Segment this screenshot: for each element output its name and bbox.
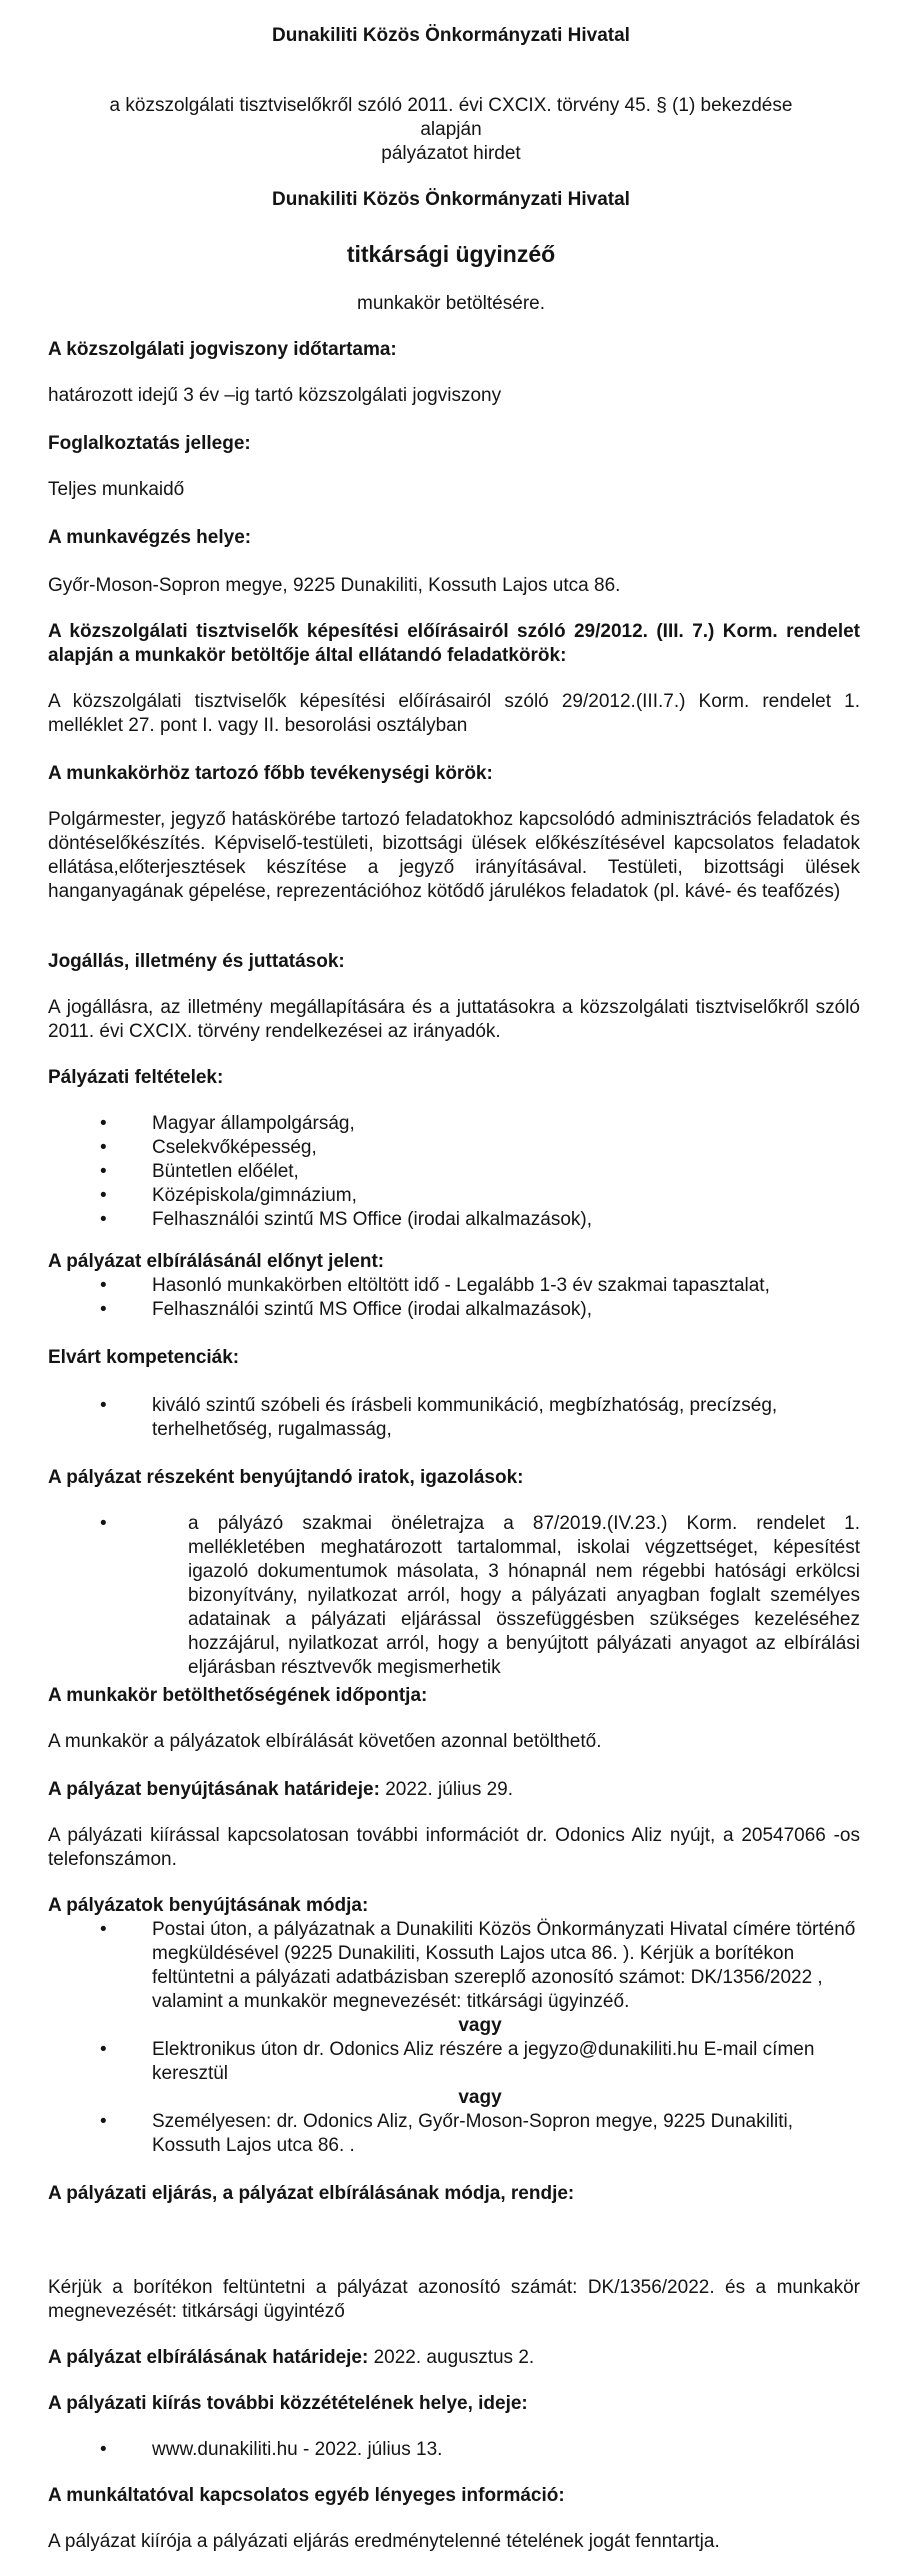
vagy-separator-1: vagy (458, 2015, 502, 2036)
list-modja-2 (100, 2038, 860, 2086)
list-iratok (100, 1512, 860, 1680)
text-jelleg: Teljes munkaidő (48, 479, 185, 500)
office-title: Dunakiliti Közös Önkormányzati Hivatal (272, 25, 630, 46)
heading-hely: A munkavégzés helye: (48, 527, 252, 548)
heading-eljaras: A pályázati eljárás, a pályázat elbírálásának módja, rendje: (48, 2183, 575, 2204)
list-item: • Személyesen: dr. Odonics Aliz, Győr-Moson-Sopron megye, 9225 Dunakiliti, Kossuth Lajos utca 86. . (100, 2110, 860, 2158)
text-idotartam: határozott idejű 3 év –ig tartó közszolgálati jogviszony (48, 385, 502, 406)
heading-kozzetetel: A pályázati kiírás további közzétételének helye, ideje: (48, 2393, 528, 2414)
text-betolthetoseg: A munkakör a pályázatok elbírálását követően azonnal betölthető. (48, 1731, 602, 1752)
law-line-alapjan: alapján (420, 119, 482, 140)
list-item: • Hasonló munkakörben eltöltött idő - Legalább 1-3 év szakmai tapasztalat, (100, 1274, 860, 1298)
list-elony (100, 1274, 860, 1322)
list-kozzetetel (100, 2438, 860, 2462)
elbiralas-value: 2022. augusztus 2. (368, 2347, 535, 2368)
position-title: titkársági ügyinzéő (346, 241, 556, 267)
list-modja-3 (100, 2110, 860, 2158)
text-hely: Győr-Moson-Sopron megye, 9225 Dunakiliti, Kossuth Lajos utca 86. (48, 575, 621, 596)
heading-betolthetoseg: A munkakör betölthetőségének időpontja: (48, 1685, 428, 1706)
list-feltetelek (100, 1112, 860, 1232)
heading-tevekenyseg: A munkakörhöz tartozó főbb tevékenységi körök: (48, 763, 493, 784)
heading-kompetenciak: Elvárt kompetenciák: (48, 1347, 240, 1368)
heading-idotartam: A közszolgálati jogviszony időtartama: (48, 339, 397, 360)
heading-egyeb: A munkáltatóval kapcsolatos egyéb lényeges információ: (48, 2485, 565, 2506)
list-item: • Postai úton, a pályázatnak a Dunakiliti Közös Önkormányzati Hivatal címére történő megküldésével (9225 Dunakiliti, Kossuth Lajos utca 86. ). Kérjük a borítékon feltüntetni a pályázati adatbázisban szereplő azonosító számot: DK/1356/2022 , valamint a munkakör megnevezését: titkársági ügyinzéő. (100, 1918, 860, 2014)
list-item: • a pályázó szakmai önéletrajza a 87/2019.(IV.23.) Korm. rendelet 1. mellékletében meghatározott tartalommal, iskolai végzettséget, képesítést igazoló dokumentumok másolata, 3 hónapnál nem régebbi hatósági erkölcsi bizonyítvány, nyilatkozat arról, hogy a pályázati anyagban foglalt személyes adatainak a pályázati eljárással összefüggésben szükséges kezeléséhez hozzájárul, nyilatkozat arról, hogy a benyújtott pályázati anyagot az elbírálási eljárásban résztvevők megismerhetik (100, 1512, 860, 1680)
heading-feladatkor: A közszolgálati tisztviselők képesítési előírásairól szóló 29/2012. (III. 7.) Korm. rendelet alapján a munkakör betöltője által ellátandó feladatkörök: (48, 621, 860, 666)
hatarido-line (48, 1778, 860, 1802)
palyazatot-hirdet: pályázatot hirdet (381, 143, 521, 164)
text-feladatkor: A közszolgálati tisztviselők képesítési előírásairól szóló 29/2012.(III.7.) Korm. rendelet 1. melléklet 27. pont I. vagy II. besorolási osztályban (48, 691, 860, 736)
list-kompetenciak (100, 1394, 860, 1442)
hatarido-value: 2022. július 29. (379, 1779, 514, 1800)
list-item: • Felhasználói szintű MS Office (irodai alkalmazások), (100, 1298, 860, 1322)
office-title-2: Dunakiliti Közös Önkormányzati Hivatal (272, 189, 630, 210)
heading-iratok: A pályázat részeként benyújtandó iratok, igazolások: (48, 1467, 524, 1488)
text-tevekenyseg: Polgármester, jegyző hatáskörébe tartozó feladatokhoz kapcsolódó adminisztrációs feladatok és döntéselőkészítés. Képviselő-testületi, bizottsági ülések előkészítésével kapcsolatos feladatok ellátása,előterjesztések készítése a jegyző irányításával. Testületi, bizottsági ülések hanganyagának gépelése, reprezentációhoz kötődő járulékos feladatok (pl. kávé- és teafőzés) (48, 809, 860, 902)
text-eljaras: Kérjük a borítékon feltüntetni a pályázat azonosító számát: DK/1356/2022. és a munkakör megnevezését: titkársági ügyintéző (48, 2277, 860, 2322)
elbiralas-label: A pályázat elbírálásának határideje: (48, 2347, 369, 2368)
text-jogallas: A jogállásra, az illetmény megállapítására és a juttatásokra a közszolgálati tisztviselőkről szóló 2011. évi CXCIX. törvény rendelkezései az irányadók. (48, 997, 860, 1042)
heading-jogallas: Jogállás, illetmény és juttatások: (48, 951, 345, 972)
list-modja (100, 1918, 860, 2014)
heading-jelleg: Foglalkoztatás jellege: (48, 433, 251, 454)
hatarido-label: A pályázat benyújtásának határideje: (48, 1779, 380, 1800)
law-line: a közszolgálati tisztviselőkről szóló 2011. évi CXCIX. törvény 45. § (1) bekezdése (109, 95, 793, 116)
heading-modja: A pályázatok benyújtásának módja: (48, 1895, 369, 1916)
list-item: • Középiskola/gimnázium, (100, 1184, 860, 1208)
elbiralas-line (48, 2346, 860, 2370)
vagy-separator-2: vagy (458, 2087, 502, 2108)
text-info: A pályázati kiírással kapcsolatosan további információt dr. Odonics Aliz nyújt, a 20547066 -os telefonszámon. (48, 1825, 860, 1870)
list-item: • www.dunakiliti.hu - 2022. július 13. (100, 2438, 860, 2462)
text-egyeb: A pályázat kiírója a pályázati eljárás eredménytelenné tételének jogát fenntartja. (48, 2531, 720, 2552)
list-item: • Büntetlen előélet, (100, 1160, 860, 1184)
heading-elony: A pályázat elbírálásánál előnyt jelent: (48, 1251, 385, 1272)
list-item: • Magyar állampolgárság, (100, 1112, 860, 1136)
heading-feltetelek: Pályázati feltételek: (48, 1067, 224, 1088)
munkakor-betoltesere: munkakör betöltésére. (357, 293, 545, 314)
list-item: • Felhasználói szintű MS Office (irodai alkalmazások), (100, 1208, 860, 1232)
list-item: • Elektronikus úton dr. Odonics Aliz részére a jegyzo@dunakiliti.hu E-mail címen keresztül (100, 2038, 860, 2086)
list-item: • Cselekvőképesség, (100, 1136, 860, 1160)
list-item: • kiváló szintű szóbeli és írásbeli kommunikáció, megbízhatóság, precízség, terhelhetőség, rugalmasság, (100, 1394, 860, 1442)
